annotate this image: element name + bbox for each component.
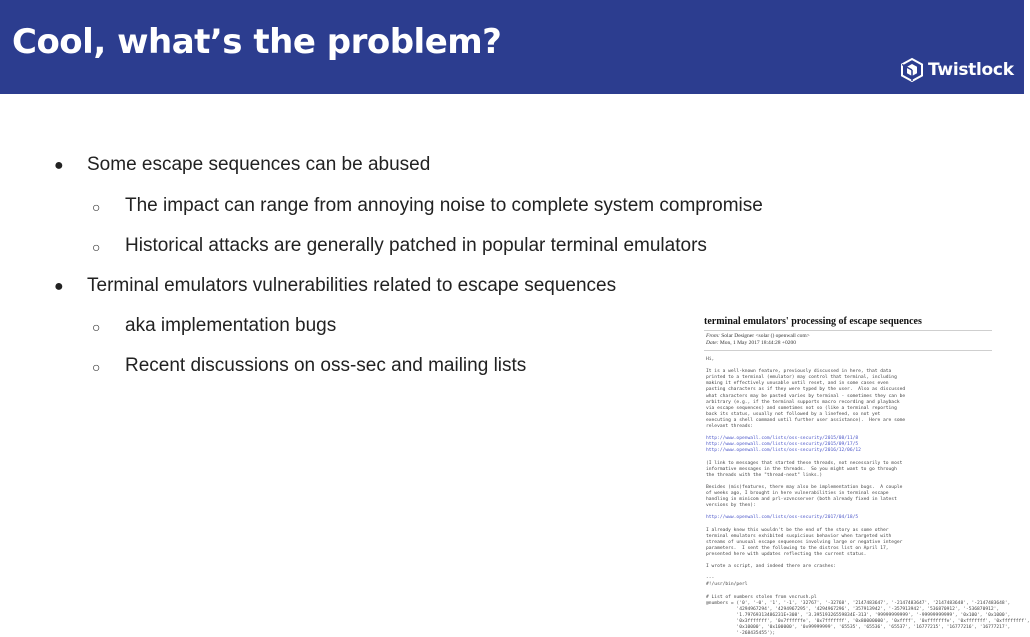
slide-title: Cool, what’s the problem? [12, 22, 502, 62]
mail-link[interactable]: http://www.openwall.com/lists/oss-security/2015/08/11/8 [706, 436, 859, 442]
bullet-text: Some escape sequences can be abused [87, 154, 431, 175]
sub-bullet-marker: ○ [92, 359, 101, 375]
mailing-list-screenshot [700, 310, 1030, 637]
mail-line: streams of unusual escape sequences involving large or negative integer [706, 539, 903, 545]
mail-subject: terminal emulators' processing of escape sequences [704, 316, 922, 327]
mail-line: @numbers = ('0', '-0', '1', '-1', '32767', '-32768', '2147483647', '-2147483647', '2147483648', '-2147483648', [706, 600, 1011, 606]
mail-line: (I link to messages that started these threads, not necessarily to most [706, 460, 903, 466]
mail-date-label: Date: [706, 340, 719, 346]
mail-line: '1.79769313486231E+308', '3.39519326559834E-313', '99999999999', '-99999999999', '0x100', '0x1000', [706, 612, 1011, 618]
mail-line: the threads with the "thread-next" links.) [706, 472, 823, 478]
mail-line: '0x10000', '0x100000', '0x99999999', '65535', '65536', '65537', '16777215', '16777216', '16777217', [706, 625, 1011, 631]
bullet-marker: ● [54, 157, 64, 174]
mail-line: making it effectively unusable until reset, and in some cases even [706, 381, 889, 387]
mail-line: Hi, [706, 357, 715, 362]
bullet-marker: ● [54, 278, 64, 295]
mail-link[interactable]: http://www.openwall.com/lists/oss-security/2017/04/18/5 [706, 515, 859, 521]
mail-link[interactable]: http://www.openwall.com/lists/oss-security/2016/12/06/12 [706, 448, 861, 454]
mail-line: I wrote a script, and indeed there are crashes: [706, 564, 836, 570]
bullet-item [54, 154, 431, 176]
sub-bullet-item [92, 315, 337, 337]
bullet-item [54, 275, 617, 297]
mail-line: of weeks ago, I brought in here vulnerabilities in terminal escape [706, 491, 889, 497]
mail-from-label: From: [706, 333, 720, 339]
mail-line: what characters may be pasted varies by terminal - sometimes they can be [706, 393, 906, 399]
sub-bullet-item [92, 195, 763, 217]
mail-line: versions by then): [706, 503, 756, 509]
mail-line: pasting characters as if they were typed by the user. Also as discussed [706, 387, 906, 393]
mail-line: presented here with updates reflecting the current status. [706, 552, 867, 557]
mail-divider [704, 330, 992, 331]
mail-date-value: Mon, 1 May 2017 18:44:28 +0200 [719, 340, 797, 346]
logo-text: Twistlock [928, 60, 1014, 80]
mail-line: parameters. I sent the following to the distros list on April 17, [706, 545, 889, 551]
sub-bullet-text: The impact can range from annoying noise to complete system compromise [125, 195, 763, 216]
mail-line: #!/usr/bin/perl [706, 582, 748, 588]
mail-line: # List of numbers stolen from vncrush.pl [706, 594, 817, 600]
sub-bullet-text: Recent discussions on oss-sec and mailing lists [125, 355, 527, 376]
sub-bullet-marker: ○ [92, 239, 101, 255]
mail-date [706, 340, 996, 347]
mail-line: relevant threads: [706, 424, 754, 430]
sub-bullet-marker: ○ [92, 199, 101, 215]
bullet-text: Terminal emulators vulnerabilities related to escape sequences [87, 275, 617, 296]
mail-line: '0x3fffffff', '0x7ffffffe', '0x7fffffff', '0x80000000', '0xffff', '0xfffffffe', '0xfffffff', '0xffffffff', [706, 619, 1030, 625]
mail-line: It is a well-known feature, previously discussed in here, that data [706, 369, 892, 375]
mail-line: via escape sequences) and sometimes not so (like a terminal reporting [706, 405, 897, 411]
mail-line: --- [706, 576, 715, 582]
mail-line: '4294967294', '4294967295', '4294967296', '357913942', '-357913942', '536870912', '-536870912', [706, 606, 1000, 612]
sub-bullet-text: Historical attacks are generally patched in popular terminal emulators [125, 235, 707, 256]
mail-line: '-268435455'); [706, 631, 776, 637]
mail-line: printed to a terminal (emulator) may control that terminal, including [706, 375, 897, 381]
mail-line: informative messages in the threads. So you might want to go through [706, 466, 897, 472]
sub-bullet-text: aka implementation bugs [125, 315, 337, 336]
mail-link[interactable]: http://www.openwall.com/lists/oss-security/2015/09/17/5 [706, 442, 859, 448]
sub-bullet-item [92, 355, 527, 377]
mail-body [706, 357, 1030, 637]
mail-line: executing a shell command until further user assistance). Here are some [706, 417, 906, 423]
mail-from-value: Solar Designer <solar () openwall com> [721, 333, 810, 339]
sub-bullet-item [92, 235, 707, 257]
mail-line: back its status, usually not followed by a linefeed, so not yet [706, 411, 881, 417]
mail-line: terminal emulators exhibited suspicious behavior when targeted with [706, 533, 892, 539]
mail-line: arbitrary (e.g., if the terminal supports macro recording and playback [706, 399, 900, 405]
mail-from [706, 333, 996, 340]
mail-line: Besides (mis)features, there may also be implementation bugs. A couple [706, 484, 903, 490]
mail-line: I already knew this wouldn't be the end of the story as some other [706, 527, 889, 533]
mail-line: handling in minicom and prl-vzvncserver (both already fixed in latest [706, 497, 897, 503]
mail-divider [704, 350, 992, 351]
sub-bullet-marker: ○ [92, 319, 101, 335]
